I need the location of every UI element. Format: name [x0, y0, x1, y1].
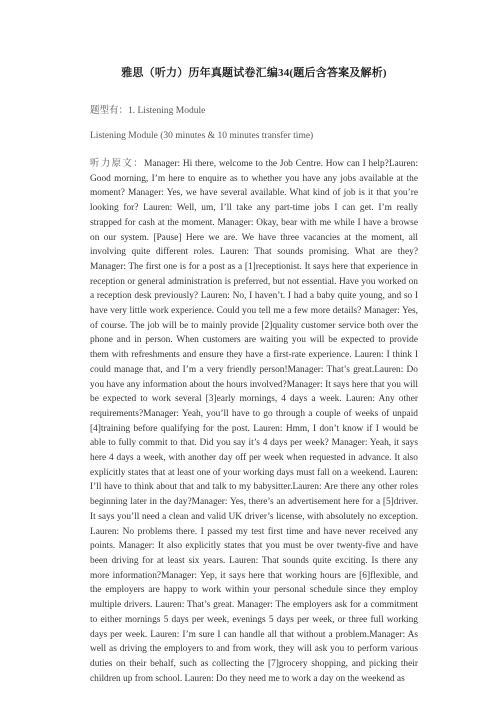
- transcript-label: 听力原文：: [90, 159, 145, 169]
- document-title: 雅思（听力）历年真题试卷汇编34(题后含答案及解析): [121, 67, 387, 79]
- transcript-text: Manager: Hi there, welcome to the Job Centre. How can I help?Lauren: Good morning, I’m here to enquire as to whether you have any jobs available at the moment? Manager: Yes, we have several available. What kind of job is it that you’re looking for? Lauren: Well, um, I’ll take any part-time jobs I can get. I’m really strapped for cash at the moment. Manager: Okay, bear with me while I have a browse on our system. [Pause] Here we are. We have three vacancies at the moment, all involving quite different roles. Lauren: That sounds promising. What are they?Manager: The first one is for a post as a [1]receptionist. It says here that experience in reception or general administration is preferred, but not essential. Have you worked on a reception desk previously? Lauren: No, I haven’t. I had a baby quite young, and so I have very little work experience. Could you tell me a few more details? Manager: Yes, of course. The job will be to mainly provide [2]quality customer service both over the phone and in person. When customers are waiting you will be expected to provide them with refreshments and ensure they have a first-rate experience. Lauren: I think I could manage that, and I’m a very friendly person!Manager: That’s great.Lauren: Do you have any information about the hours involved?Manager: It says here that you will be expected to work several [3]early mornings, 4 days a week. Lauren: Any other requirements?Manager: Yeah, you’ll have to go through a couple of weeks of unpaid [4]training before qualifying for the post. Lauren: Hmm, I don’t know if I would be able to fully commit to that. Did you say it’s 4 days per week? Manager: Yeah, it says here 4 days a week, with another day off per week when requested in advance. It also explicitly states that at least one of your working days must fall on a weekend. Lauren: I’ll have to think about that and talk to my babysitter.Lauren: Are there any other roles beginning later in the day?Manager: Yes, there’s an advertisement here for a [5]driver. It says you’ll need a clean and valid UK driver’s license, with absolutely no exception. Lauren: No problems there. I passed my test first time and have never received any points. Manager: It also explicitly states that you must be over twenty-five and have been driving for at least six years. Lauren: That sounds quite exciting. Is there any more information?Manager: Yep, it says here that working hours are [6]flexible, and the employers are happy to work within your personal schedule since they employ multiple drivers. Lauren: That’s great. Manager: The employers ask for a commitment to either mornings 5 days per week, evenings 5 days per week, or three full working days per week. Lauren: I’m sure I can handle all that without a problem.Manager: As well as driving the employers to and from work, they will ask you to perform various duties on their behalf, such as collecting the [7]grocery shopping, and picking their children up from school. Lauren: Do they need me to work a day on the weekend as: [90, 159, 418, 684]
- transcript-paragraph: [90, 157, 418, 686]
- module-heading: Listening Module (30 minutes & 10 minutes transfer time): [90, 131, 314, 141]
- question-type: 题型有：1. Listening Module: [90, 106, 206, 116]
